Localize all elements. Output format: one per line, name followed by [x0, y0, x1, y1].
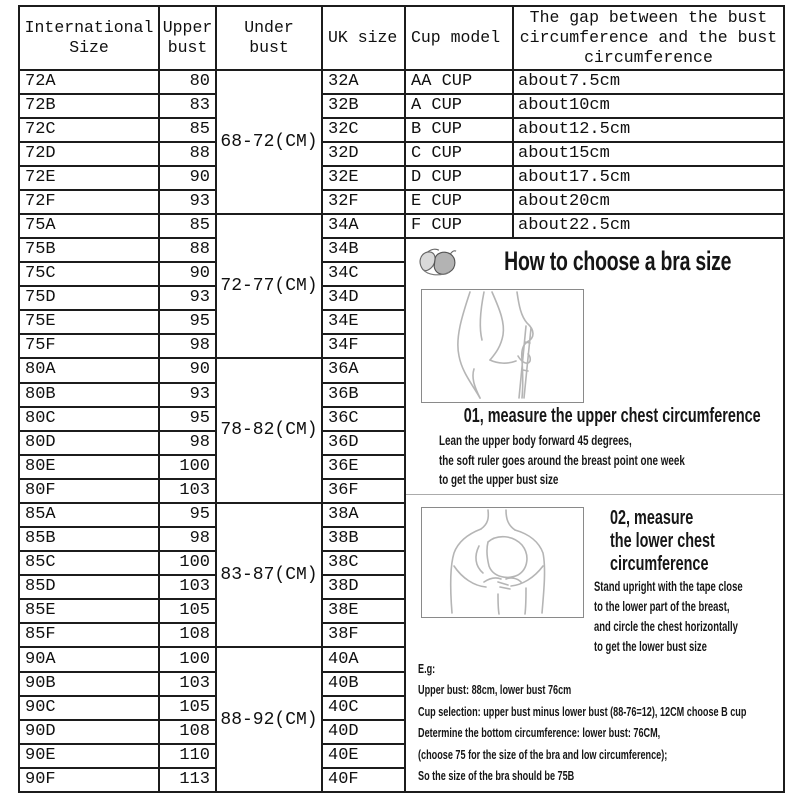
upper-bust-cell: 98 — [159, 431, 216, 455]
size-table-row — [19, 94, 784, 118]
size-table-row — [19, 166, 784, 190]
guide-title-text: How to choose a bra size — [503, 246, 732, 276]
step1-line: Lean the upper body forward 45 degrees, — [439, 433, 632, 448]
upper-bust-cell: 100 — [159, 647, 216, 672]
bust-gap-cell: about7.5cm — [513, 70, 784, 94]
col-header-uk-size-label: UK size — [328, 28, 398, 47]
under-bust-range-cell: 83-87(CM) — [216, 503, 322, 648]
uk-size-cell: 32C — [322, 118, 405, 142]
step2-heading-line: 02, measure — [610, 507, 694, 529]
international-size-cell: 75C — [19, 262, 159, 286]
cup-model-cell: E CUP — [405, 190, 513, 214]
international-size-cell: 72C — [19, 118, 159, 142]
bust-gap-cell: about17.5cm — [513, 166, 784, 190]
example-line: Upper bust: 88cm, lower bust 76cm — [418, 682, 572, 698]
international-size-cell: 72A — [19, 70, 159, 94]
international-size-cell: 90B — [19, 672, 159, 696]
upper-bust-cell: 85 — [159, 118, 216, 142]
international-size-cell: 90D — [19, 720, 159, 744]
bust-gap-cell: about12.5cm — [513, 118, 784, 142]
upper-bust-cell: 95 — [159, 503, 216, 528]
international-size-cell: 90E — [19, 744, 159, 768]
bust-gap-cell: about22.5cm — [513, 214, 784, 238]
uk-size-cell: 34F — [322, 334, 405, 358]
upper-bust-cell: 100 — [159, 455, 216, 479]
international-size-cell: 85F — [19, 623, 159, 647]
uk-size-cell: 34D — [322, 286, 405, 310]
uk-size-cell: 32D — [322, 142, 405, 166]
col-header-bust-gap-label: The gap between the bust circumference and the bust circumference — [519, 8, 778, 67]
example-line: So the size of the bra should be 75B — [418, 768, 575, 784]
upper-bust-cell: 108 — [159, 720, 216, 744]
upper-bust-cell: 88 — [159, 238, 216, 262]
uk-size-cell: 40E — [322, 744, 405, 768]
uk-size-cell: 34E — [322, 310, 405, 334]
step2-line: Stand upright with the tape close — [594, 579, 743, 594]
international-size-cell: 75B — [19, 238, 159, 262]
step2-line: to get the lower bust size — [594, 639, 707, 654]
international-size-cell: 80B — [19, 383, 159, 407]
under-bust-range-cell: 72-77(CM) — [216, 214, 322, 358]
international-size-cell: 80E — [19, 455, 159, 479]
international-size-cell: 85D — [19, 575, 159, 599]
upper-bust-cell: 80 — [159, 70, 216, 94]
upper-bust-cell: 95 — [159, 407, 216, 431]
uk-size-cell: 36F — [322, 479, 405, 503]
uk-size-cell: 32B — [322, 94, 405, 118]
uk-size-cell: 34A — [322, 214, 405, 238]
upper-bust-cell: 93 — [159, 190, 216, 214]
step2-heading-line: circumference — [610, 553, 709, 575]
size-table-row — [19, 238, 784, 262]
upper-bust-cell: 108 — [159, 623, 216, 647]
uk-size-cell: 36B — [322, 383, 405, 407]
example-line: (choose 75 for the size of the bra and low circumference); — [418, 746, 668, 762]
international-size-cell: 72D — [19, 142, 159, 166]
step2-heading — [610, 507, 756, 576]
upper-bust-cell: 100 — [159, 551, 216, 575]
section-divider — [406, 494, 783, 495]
uk-size-cell: 38A — [322, 503, 405, 528]
international-size-cell: 72F — [19, 190, 159, 214]
upper-bust-cell: 90 — [159, 262, 216, 286]
guide-cell — [405, 238, 784, 792]
international-size-cell: 90A — [19, 647, 159, 672]
upper-bust-cell: 98 — [159, 334, 216, 358]
uk-size-cell: 36C — [322, 407, 405, 431]
size-table-row — [19, 142, 784, 166]
bra-icon — [416, 246, 458, 283]
col-header-cup-model — [405, 6, 513, 70]
col-header-uk-size — [322, 6, 405, 70]
step1-heading-text: 01, measure the upper chest circumference — [463, 405, 761, 427]
uk-size-cell: 36D — [322, 431, 405, 455]
international-size-cell: 80D — [19, 431, 159, 455]
international-size-cell: 75E — [19, 310, 159, 334]
uk-size-cell: 40F — [322, 768, 405, 792]
step1-instructions — [439, 431, 776, 490]
international-size-cell: 85E — [19, 599, 159, 623]
upper-bust-cell: 90 — [159, 358, 216, 383]
uk-size-cell: 34C — [322, 262, 405, 286]
header-row — [19, 6, 784, 70]
size-table-row — [19, 118, 784, 142]
step2-line: and circle the chest horizontally — [594, 619, 738, 634]
upper-bust-cell: 88 — [159, 142, 216, 166]
step1-line: to get the upper bust size — [439, 472, 559, 487]
cup-model-cell: C CUP — [405, 142, 513, 166]
upper-bust-cell: 93 — [159, 286, 216, 310]
cup-model-cell: A CUP — [405, 94, 513, 118]
col-header-bust-gap — [513, 6, 784, 70]
col-header-upper-bust-label: Upper bust — [162, 18, 213, 57]
international-size-cell: 90F — [19, 768, 159, 792]
international-size-cell: 72B — [19, 94, 159, 118]
example-line: E.g: — [418, 661, 436, 676]
international-size-cell: 90C — [19, 696, 159, 720]
upper-bust-illustration-box — [421, 289, 584, 403]
size-table-row — [19, 214, 784, 238]
front-figure-drawing — [422, 508, 581, 615]
step2-instructions — [594, 577, 784, 657]
uk-size-cell: 32A — [322, 70, 405, 94]
international-size-cell: 72E — [19, 166, 159, 190]
cup-model-cell: B CUP — [405, 118, 513, 142]
upper-bust-cell: 90 — [159, 166, 216, 190]
step2-line: to the lower part of the breast, — [594, 599, 730, 614]
lower-bust-illustration-box — [421, 507, 584, 618]
upper-bust-cell: 105 — [159, 599, 216, 623]
cup-model-cell: AA CUP — [405, 70, 513, 94]
guide-title — [456, 246, 779, 276]
international-size-cell: 85C — [19, 551, 159, 575]
col-header-cup-model-label: Cup model — [411, 28, 501, 47]
upper-bust-cell: 103 — [159, 672, 216, 696]
uk-size-cell: 36A — [322, 358, 405, 383]
cup-model-cell: D CUP — [405, 166, 513, 190]
uk-size-cell: 32F — [322, 190, 405, 214]
uk-size-cell: 32E — [322, 166, 405, 190]
bust-gap-cell: about10cm — [513, 94, 784, 118]
uk-size-cell: 40A — [322, 647, 405, 672]
bust-gap-cell: about15cm — [513, 142, 784, 166]
uk-size-cell: 38D — [322, 575, 405, 599]
step1-line: the soft ruler goes around the breast point one week — [439, 452, 685, 468]
international-size-cell: 85A — [19, 503, 159, 528]
international-size-cell: 80F — [19, 479, 159, 503]
col-header-under-bust-label: Under bust — [244, 18, 294, 57]
step1-heading — [406, 405, 783, 427]
uk-size-cell: 40D — [322, 720, 405, 744]
uk-size-cell: 34B — [322, 238, 405, 262]
upper-bust-cell: 110 — [159, 744, 216, 768]
upper-bust-cell: 103 — [159, 575, 216, 599]
example-block — [418, 658, 784, 786]
uk-size-cell: 40C — [322, 696, 405, 720]
upper-bust-cell: 103 — [159, 479, 216, 503]
upper-bust-cell: 95 — [159, 310, 216, 334]
bust-gap-cell: about20cm — [513, 190, 784, 214]
uk-size-cell: 40B — [322, 672, 405, 696]
under-bust-range-cell: 78-82(CM) — [216, 358, 322, 503]
cup-model-cell: F CUP — [405, 214, 513, 238]
under-bust-range-cell: 88-92(CM) — [216, 647, 322, 792]
international-size-cell: 75F — [19, 334, 159, 358]
international-size-cell: 80C — [19, 407, 159, 431]
example-line: Determine the bottom circumference: lower bust: 76CM, — [418, 725, 661, 741]
step2-heading-line: the lower chest — [610, 530, 715, 552]
uk-size-cell: 38C — [322, 551, 405, 575]
upper-bust-cell: 105 — [159, 696, 216, 720]
international-size-cell: 75D — [19, 286, 159, 310]
col-header-under-bust — [216, 6, 322, 70]
size-table-row — [19, 190, 784, 214]
example-line: Cup selection: upper bust minus lower bust (88-76=12), 12CM choose B cup — [418, 703, 747, 719]
col-header-upper-bust — [159, 6, 216, 70]
under-bust-range-cell: 68-72(CM) — [216, 70, 322, 214]
bra-size-table — [18, 5, 785, 793]
upper-bust-cell: 113 — [159, 768, 216, 792]
side-figure-drawing — [422, 290, 581, 400]
uk-size-cell: 36E — [322, 455, 405, 479]
international-size-cell: 85B — [19, 527, 159, 551]
uk-size-cell: 38E — [322, 599, 405, 623]
uk-size-cell: 38F — [322, 623, 405, 647]
uk-size-cell: 38B — [322, 527, 405, 551]
upper-bust-cell: 83 — [159, 94, 216, 118]
col-header-international-size-label: International Size — [24, 18, 154, 57]
upper-bust-cell: 98 — [159, 527, 216, 551]
how-to-choose-bra-guide — [406, 239, 783, 791]
col-header-international-size — [19, 6, 159, 70]
international-size-cell: 75A — [19, 214, 159, 238]
international-size-cell: 80A — [19, 358, 159, 383]
size-table-row — [19, 70, 784, 94]
upper-bust-cell: 85 — [159, 214, 216, 238]
upper-bust-cell: 93 — [159, 383, 216, 407]
